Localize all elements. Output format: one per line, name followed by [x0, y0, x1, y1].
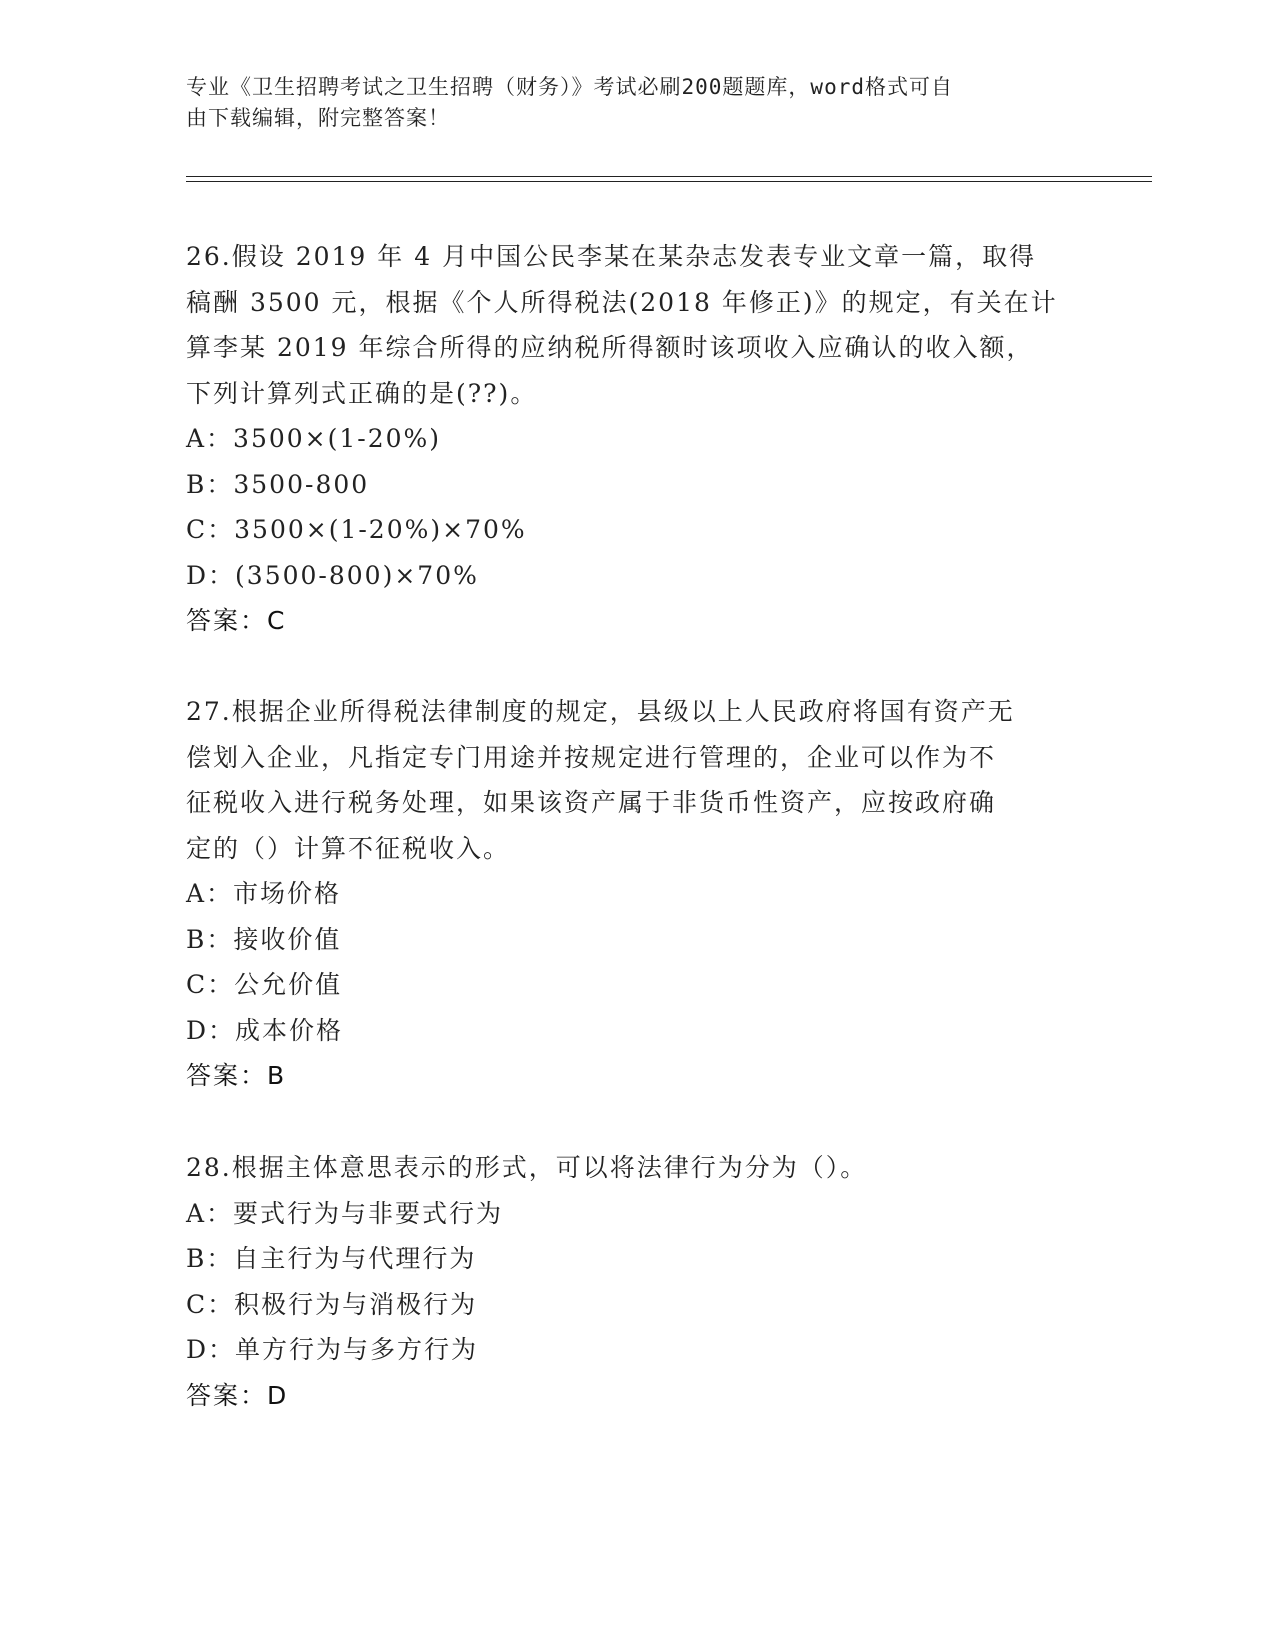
- option-b: B：3500-800: [186, 469, 370, 499]
- answer-line: 答案：B: [186, 1061, 287, 1090]
- option-b: B：自主行为与代理行为: [186, 1244, 477, 1273]
- header-divider-top: [186, 176, 1152, 177]
- question-stem-line: 定的（）计算不征税收入。: [186, 833, 511, 863]
- header-line-2: 由下载编辑，附完整答案！: [186, 106, 450, 130]
- question-27: [186, 689, 1086, 1099]
- option-a: A：要式行为与非要式行为: [186, 1198, 504, 1228]
- option-b: B：接收价值: [186, 924, 342, 954]
- question-stem-line: 偿划入企业，凡指定专门用途并按规定进行管理的，企业可以作为不: [186, 742, 997, 772]
- option-a: A：3500×(1-20%): [186, 424, 442, 453]
- option-d: D：单方行为与多方行为: [186, 1335, 479, 1364]
- option-c: C：积极行为与消极行为: [186, 1289, 478, 1319]
- question-stem-line: 28.根据主体意思表示的形式，可以将法律行为分为（）。: [186, 1153, 868, 1182]
- header-line-1: 专业《卫生招聘考试之卫生招聘（财务）》考试必刷200题题库，word格式可自: [186, 75, 953, 99]
- question-stem-line: 征税收入进行税务处理，如果该资产属于非货币性资产，应按政府确: [186, 788, 997, 817]
- question-stem-line: 27.根据企业所得税法律制度的规定，县级以上人民政府将国有资产无: [186, 697, 1015, 726]
- question-28: [186, 1145, 1086, 1418]
- question-stem-line: 算李某 2019 年综合所得的应纳税所得额时该项收入应确认的收入额，: [186, 333, 1034, 362]
- option-d: D：成本价格: [186, 1015, 344, 1045]
- answer-line: 答案：C: [186, 606, 287, 635]
- question-26: [186, 234, 1086, 644]
- option-d: D：(3500-800)×70%: [186, 560, 479, 590]
- header-divider-bottom: [186, 181, 1152, 182]
- answer-line: 答案：D: [186, 1380, 289, 1410]
- document-header: [186, 72, 1086, 134]
- option-a: A：市场价格: [186, 879, 342, 908]
- question-stem-line: 稿酬 3500 元，根据《个人所得税法(2018 年修正)》的规定，有关在计: [186, 287, 1058, 317]
- option-c: C：3500×(1-20%)×70%: [186, 515, 527, 544]
- option-c: C：公允价值: [186, 970, 343, 999]
- question-stem-line: 26.假设 2019 年 4 月中国公民李某在某杂志发表专业文章一篇，取得: [186, 242, 1037, 271]
- question-stem-line: 下列计算列式正确的是(??)。: [186, 378, 538, 408]
